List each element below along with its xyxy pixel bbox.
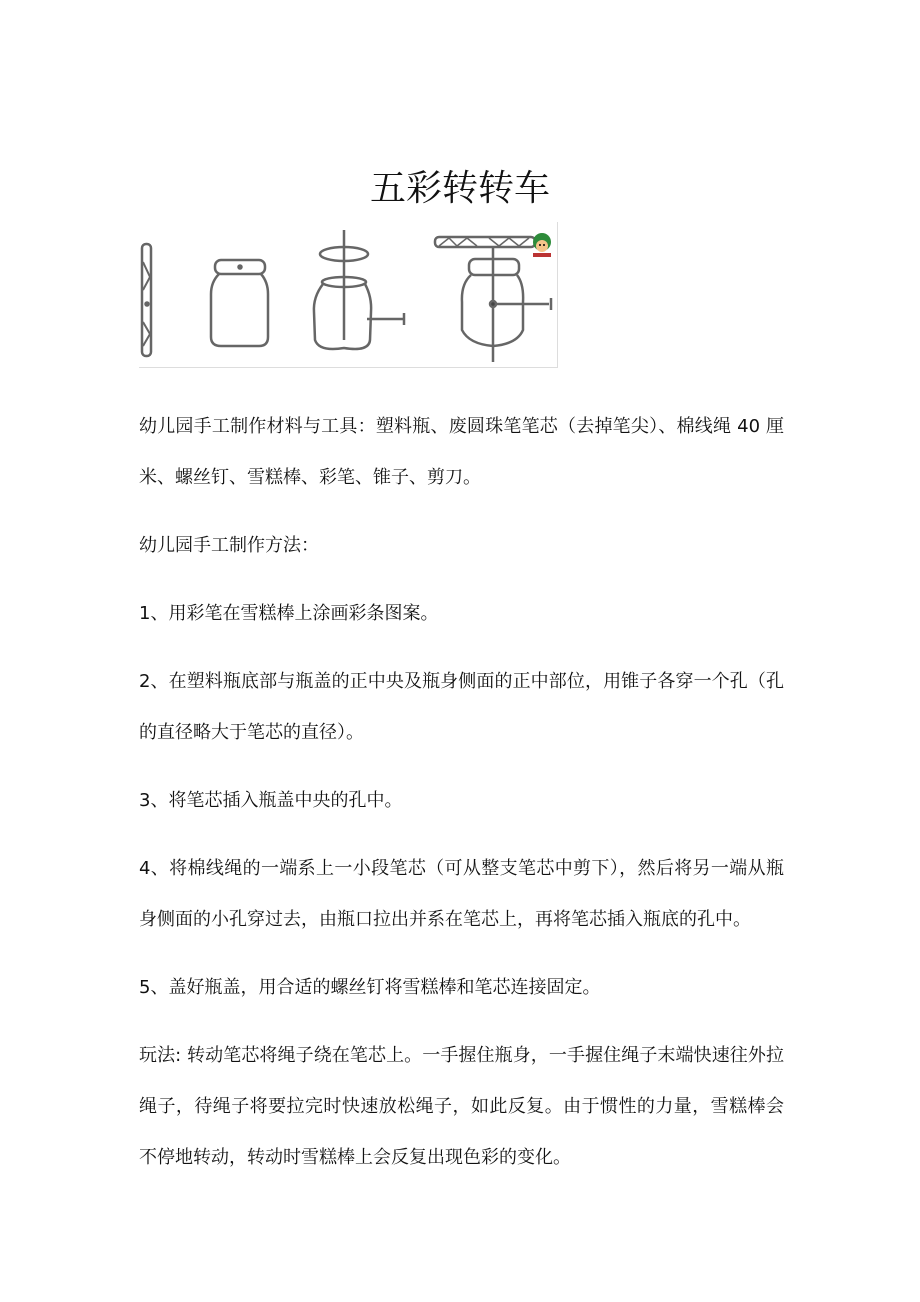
document-body: [139, 401, 784, 1200]
logo-mascot-icon: [533, 233, 551, 257]
materials-paragraph: 幼儿园手工制作材料与工具：塑料瓶、废圆珠笔笔芯（去掉笔尖）、棉线绳 40 厘米、螺丝钉、雪糕棒、彩笔、锥子、剪刀。: [139, 416, 784, 488]
bottle-with-cap-illustration: [211, 260, 268, 346]
instruction-illustration: [139, 222, 558, 368]
popsicle-stick-illustration: [142, 244, 151, 356]
bottle-assembly-illustration: [314, 230, 404, 349]
step-3: 3、将笔芯插入瓶盖中央的孔中。: [139, 790, 403, 811]
step-2: 2、在塑料瓶底部与瓶盖的正中央及瓶身侧面的正中部位，用锥子各穿一个孔（孔的直径略大于笔芯的直径）。: [139, 671, 784, 743]
method-heading: 幼儿园手工制作方法：: [139, 535, 319, 556]
step-4: 4、将棉线绳的一端系上一小段笔芯（可从整支笔芯中剪下），然后将另一端从瓶身侧面的小孔穿过去，由瓶口拉出并系在笔芯上，再将笔芯插入瓶底的孔中。: [139, 858, 784, 930]
play-method-paragraph: 玩法: 转动笔芯将绳子绕在笔芯上。一手握住瓶身，一手握住绳子末端快速往外拉绳子，待绳子将要拉完时快速放松绳子，如此反复。由于惯性的力量，雪糕棒会不停地转动，转动时雪糕棒上会反复出现色彩的变化。: [139, 1045, 784, 1168]
step-5: 5、盖好瓶盖，用合适的螺丝钉将雪糕棒和笔芯连接固定。: [139, 977, 601, 998]
step-1: 1、用彩笔在雪糕棒上涂画彩条图案。: [139, 603, 439, 624]
page-title: 五彩转转车: [369, 168, 550, 210]
